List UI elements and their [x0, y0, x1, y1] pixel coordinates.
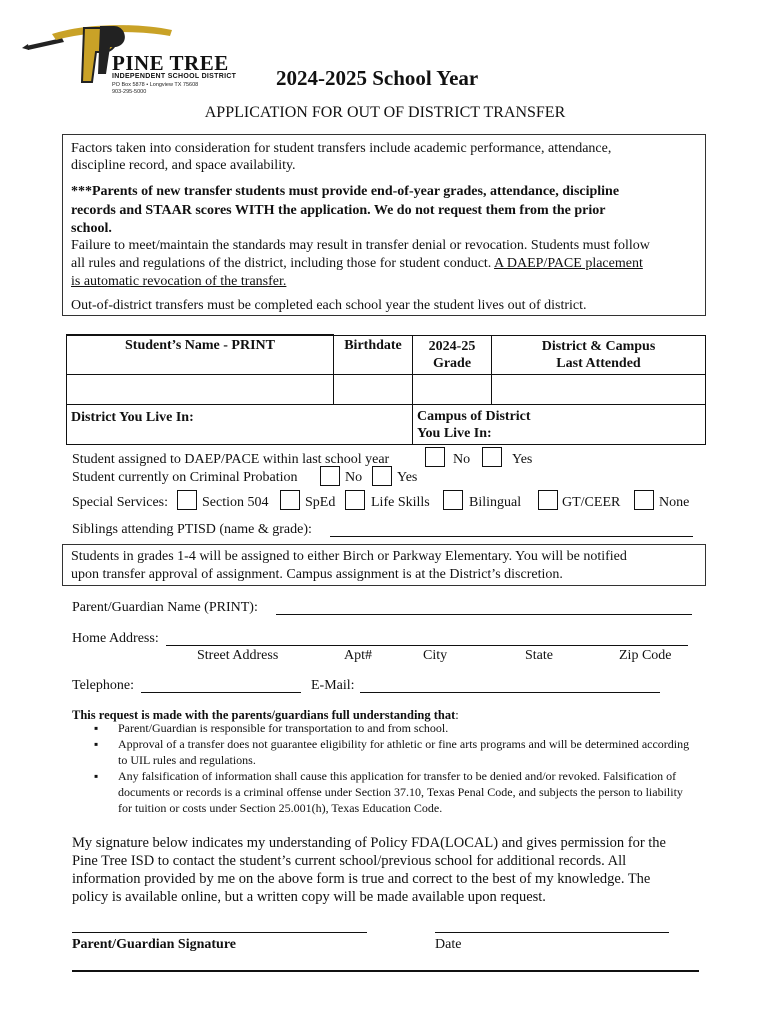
none-checkbox[interactable]	[634, 490, 654, 510]
special-services-label: Special Services:	[72, 495, 169, 510]
student-info-table	[66, 334, 706, 445]
agreement-text: policy is available online, but a written copy will be made available upon request.	[72, 889, 546, 905]
daep-no-checkbox[interactable]	[425, 447, 445, 467]
header-district-campus: District & Campus Last Attended	[492, 335, 706, 374]
requirement-text: school.	[71, 221, 112, 236]
signature-input[interactable]	[72, 932, 367, 933]
logo-phone: 903-295-5000	[112, 89, 147, 95]
agreement-text: My signature below indicates my understanding of Policy FDA(LOCAL) and gives permission for the	[72, 835, 666, 851]
email-input[interactable]	[360, 692, 660, 693]
date-input[interactable]	[435, 932, 669, 933]
sped-checkbox[interactable]	[280, 490, 300, 510]
factors-box	[62, 134, 706, 316]
standards-text-a: all rules and regulations of the district, including those for student conduct.	[71, 256, 492, 271]
daep-no-label: No	[453, 452, 471, 467]
daep-warning: A DAEP/PACE placement	[494, 256, 643, 271]
probation-question: Student currently on Criminal Probation	[72, 470, 298, 485]
daep-question: Student assigned to DAEP/PACE within last school year	[72, 452, 390, 467]
section504-label: Section 504	[202, 495, 269, 510]
last-attended-input[interactable]	[492, 374, 706, 404]
city-label: City	[423, 648, 448, 663]
logo-address: PO Box 5878 • Longview TX 75608	[112, 82, 199, 88]
list-item: ▪ Approval of a transfer does not guarantee eligibility for athletic or fine arts programs and will be determined according to UIL rules and regulations.	[72, 736, 692, 768]
apt-label: Apt#	[344, 648, 372, 663]
page-title: 2024-2025 School Year	[276, 66, 479, 90]
none-label: None	[659, 495, 690, 510]
probation-no-label: No	[345, 470, 363, 485]
life-skills-label: Life Skills	[371, 495, 430, 510]
signature-label: Parent/Guardian Signature	[72, 937, 237, 952]
gtceer-label: GT/CEER	[562, 495, 621, 510]
date-label: Date	[435, 937, 462, 952]
district-live-field[interactable]: District You Live In:	[67, 404, 413, 444]
siblings-input[interactable]	[330, 536, 693, 537]
header-birthdate: Birthdate	[334, 335, 413, 374]
header-grade: 2024-25 Grade	[413, 335, 492, 374]
logo-name: PINE TREE	[112, 51, 229, 75]
campus-live-field[interactable]: Campus of District You Live In:	[413, 404, 706, 444]
daep-yes-label: Yes	[512, 452, 533, 467]
sped-label: SpEd	[305, 495, 336, 510]
assignment-notice: Students in grades 1-4 will be assigned to either Birch or Parkway Elementary. You will be notified	[71, 549, 627, 564]
gtceer-checkbox[interactable]	[538, 490, 558, 510]
email-label: E-Mail:	[311, 678, 355, 693]
street-label: Street Address	[197, 648, 279, 663]
agreement-text: information provided by me on the above form is true and correct to the best of my knowledge. The	[72, 871, 651, 887]
request-list	[72, 720, 692, 816]
standards-text: Failure to meet/maintain the standards may result in transfer denial or revocation. Students must follow	[71, 238, 650, 253]
yearly-notice: Out-of-district transfers must be completed each school year the student lives out of district.	[71, 298, 587, 313]
form-subtitle: APPLICATION FOR OUT OF DISTRICT TRANSFER	[204, 104, 566, 121]
parent-name-input[interactable]	[276, 614, 692, 615]
parent-name-label: Parent/Guardian Name (PRINT):	[72, 600, 258, 615]
standards-text	[71, 255, 643, 273]
probation-yes-label: Yes	[397, 470, 418, 485]
student-name-input[interactable]	[67, 374, 334, 404]
assignment-notice: upon transfer approval of assignment. Campus assignment is at the District’s discretion.	[71, 567, 563, 582]
agreement-text: Pine Tree ISD to contact the student’s current school/previous school for additional records. All	[72, 853, 627, 869]
siblings-label: Siblings attending PTISD (name & grade):	[72, 522, 312, 537]
factors-text: Factors taken into consideration for student transfers include academic performance, attendance,	[71, 141, 612, 156]
telephone-input[interactable]	[141, 692, 301, 693]
requirement-text: ***Parents of new transfer students must provide end-of-year grades, attendance, discipline	[71, 184, 620, 199]
section504-checkbox[interactable]	[177, 490, 197, 510]
telephone-label: Telephone:	[72, 678, 134, 693]
list-item: ▪ Any falsification of information shall cause this application for transfer to be denied and/or revoked. Falsification of documents or records is a criminal offense under Section 37.10, Texas Penal Code, and subjects the person to liability for tuition or costs under Section 25.001(h), Texas Education Code.	[72, 768, 692, 816]
assignment-notice-box	[62, 544, 706, 586]
probation-no-checkbox[interactable]	[320, 466, 340, 486]
footer-divider	[72, 970, 699, 972]
zip-label: Zip Code	[619, 648, 672, 663]
daep-warning: is automatic revocation of the transfer.	[71, 274, 287, 289]
bilingual-checkbox[interactable]	[443, 490, 463, 510]
probation-yes-checkbox[interactable]	[372, 466, 392, 486]
bilingual-label: Bilingual	[469, 495, 522, 510]
home-address-label: Home Address:	[72, 631, 159, 646]
header-student-name: Student’s Name - PRINT	[67, 335, 334, 374]
birthdate-input[interactable]	[334, 374, 413, 404]
logo-subtitle: INDEPENDENT SCHOOL DISTRICT	[112, 73, 237, 80]
requirement-text: records and STAAR scores WITH the application. We do not request them from the prior	[71, 203, 606, 218]
factors-text: discipline record, and space availability.	[71, 158, 296, 173]
home-address-input[interactable]	[166, 645, 688, 646]
state-label: State	[525, 648, 553, 663]
grade-input[interactable]	[413, 374, 492, 404]
daep-yes-checkbox[interactable]	[482, 447, 502, 467]
life-skills-checkbox[interactable]	[345, 490, 365, 510]
request-intro: This request is made with the parents/guardians full understanding that:	[72, 708, 459, 722]
list-item: ▪ Parent/Guardian is responsible for transportation to and from school.	[72, 720, 692, 736]
